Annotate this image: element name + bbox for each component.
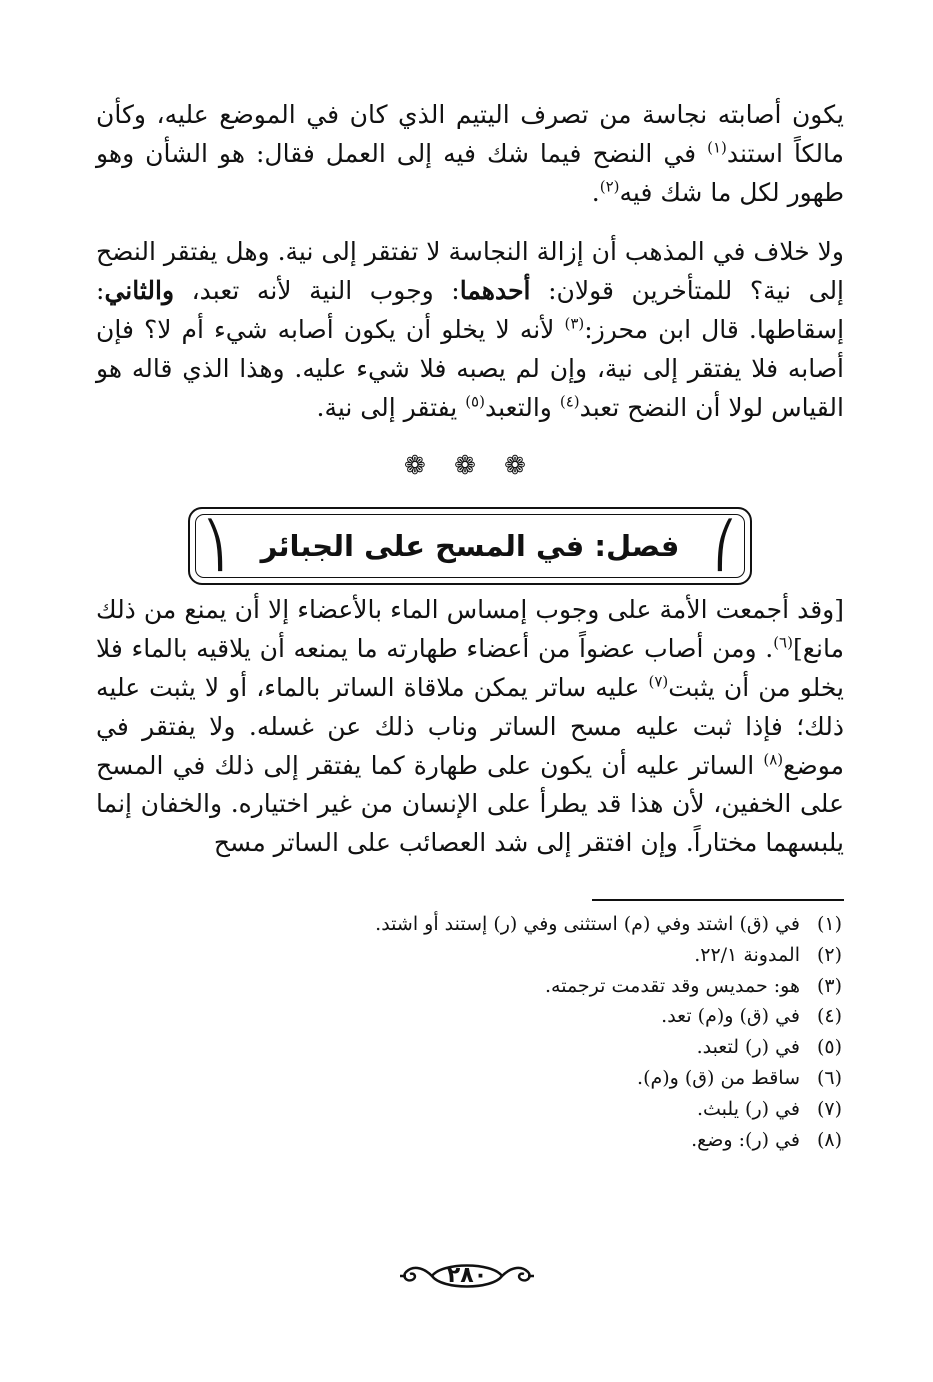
footnote-ref-2[interactable]: (٢) (599, 177, 620, 196)
footnote-6 (96, 1063, 842, 1094)
paragraph-2-text-f: يفتقر إلى نية. (316, 392, 466, 422)
footnote-ref-8[interactable]: (٨) (763, 750, 784, 769)
page-number-ornament (392, 1256, 542, 1296)
page-body (96, 96, 844, 1155)
footnote-text: في (ر) لتعبد. (696, 1036, 800, 1059)
footnote-5 (96, 1032, 842, 1063)
footnote-ref-5[interactable]: (٥) (465, 392, 485, 411)
paragraph-1-text-b: في النضح فيما شك فيه إلى العمل فقال: هو الشأن وهو طهور لكل ما شك فيه (96, 138, 844, 207)
footnote-number: (٨) (816, 1128, 842, 1151)
footnote-ref-3[interactable]: (٣) (564, 314, 585, 333)
page-number: ٢٨٠ (446, 1263, 488, 1288)
footnote-divider (592, 899, 844, 901)
paragraph-2-bold-first: أحدهما (459, 276, 531, 306)
footnote-ref-7[interactable]: (٧) (648, 672, 669, 691)
section-separator-stars: ❁ ❁ ❁ (404, 451, 536, 482)
paragraph-2-bold-second: والثاني (104, 276, 175, 306)
section-title: فصل: في المسح على الجبائر (260, 529, 680, 564)
footnote-number: (٢) (816, 943, 842, 966)
paragraph-1-text-c: . (591, 177, 600, 207)
footnote-text: المدونة ٢٢/١. (694, 943, 800, 966)
paragraph-1 (96, 96, 844, 212)
paragraph-2-text-e: والتعبد (484, 392, 560, 422)
footnote-7 (96, 1094, 842, 1125)
paragraph-2-text-c: : إسقاطها. قال ابن محرز: (96, 276, 845, 344)
paragraph-2 (96, 233, 844, 427)
footnote-ref-1[interactable]: (١) (707, 138, 727, 157)
footnote-number: (٦) (816, 1066, 842, 1089)
paragraph-2-text-b: : وجوب النية لأنه تعبد، (174, 276, 460, 306)
footnotes-list (96, 909, 844, 1155)
paragraph-3 (96, 591, 844, 863)
footnote-ref-6[interactable]: (٦) (773, 633, 793, 652)
footnote-number: (٧) (816, 1097, 842, 1120)
footnote-1 (96, 909, 842, 940)
footnote-number: (١) (816, 912, 842, 935)
ornament-bracket-right-icon: ⎛ (714, 520, 736, 572)
section-heading-frame (188, 507, 752, 585)
footnote-2 (96, 940, 842, 971)
paragraph-3-text-a: [وقد أجمعت الأمة على وجوب إمساس الماء بالأعضاء إلا أن يمنع من ذلك مانع] (96, 595, 844, 664)
ornament-bracket-left-icon: ⎞ (204, 520, 227, 572)
footnote-text: ساقط من (ق) و(م). (637, 1066, 800, 1089)
footnote-number: (٤) (816, 1005, 842, 1028)
footnote-4 (96, 1001, 842, 1032)
paragraph-3-text-b: . ومن أصاب عضواً من أعضاء طهارته ما يمنعه أن يلاقيه بالماء فلا يخلو من أن يثبت (96, 634, 844, 702)
paragraph-3-text-d: الساتر عليه أن يكون على طهارة كما يفتقر إلى ذلك في المسح على الخفين، لأن هذا قد يطرأ على الإنسان من غير اختياره. والخفان إنما يلبسهما مختاراً. وإن افتقر إلى شد العصائب على الساتر مسح (96, 750, 844, 858)
footnote-text: في (ق) اشتد وفي (م) استثنى وفي (ر) إستند أو اشتد. (375, 912, 800, 935)
paragraph-2-text-a: ولا خلاف في المذهب أن إزالة النجاسة لا تفتقر إلى نية. وهل يفتقر النضح إلى نية؟ للمتأخرين قولان: (96, 237, 845, 306)
section-heading-inner (195, 514, 745, 578)
paragraph-1-text-a: يكون أصابته نجاسة من تصرف اليتيم الذي كان في الموضع عليه، وكأن مالكاً استند (96, 100, 844, 168)
footnote-3 (96, 971, 842, 1002)
footnote-text: هو: حمديس وقد تقدمت ترجمته. (544, 974, 800, 997)
paragraph-2-text-d: لأنه لا يخلو أن يكون أصابه شيء أم لا؟ فإن أصابه فلا يفتقر إلى نية، وإن لم يصبه فلا شيء عليه. وهذا الذي قاله هو القياس لولا أن النضح تعبد (96, 314, 844, 422)
footnote-text: في (ق) و(م) تعد. (661, 1005, 800, 1028)
footnote-text: في (ر) يلبث. (696, 1097, 800, 1120)
footnote-number: (٣) (816, 974, 842, 997)
footnote-ref-4[interactable]: (٤) (559, 392, 580, 411)
footnote-8 (96, 1125, 842, 1156)
footnote-text: في (ر): وضع. (691, 1128, 800, 1151)
paragraph-3-text-c: عليه ساتر يمكن ملاقاة الساتر بالماء، أو لا يثبت عليه ذلك؛ فإذا ثبت عليه مسح الساتر وناب ذلك عن غسله. ولا يفتقر في موضع (96, 672, 844, 780)
footnote-number: (٥) (816, 1036, 842, 1059)
